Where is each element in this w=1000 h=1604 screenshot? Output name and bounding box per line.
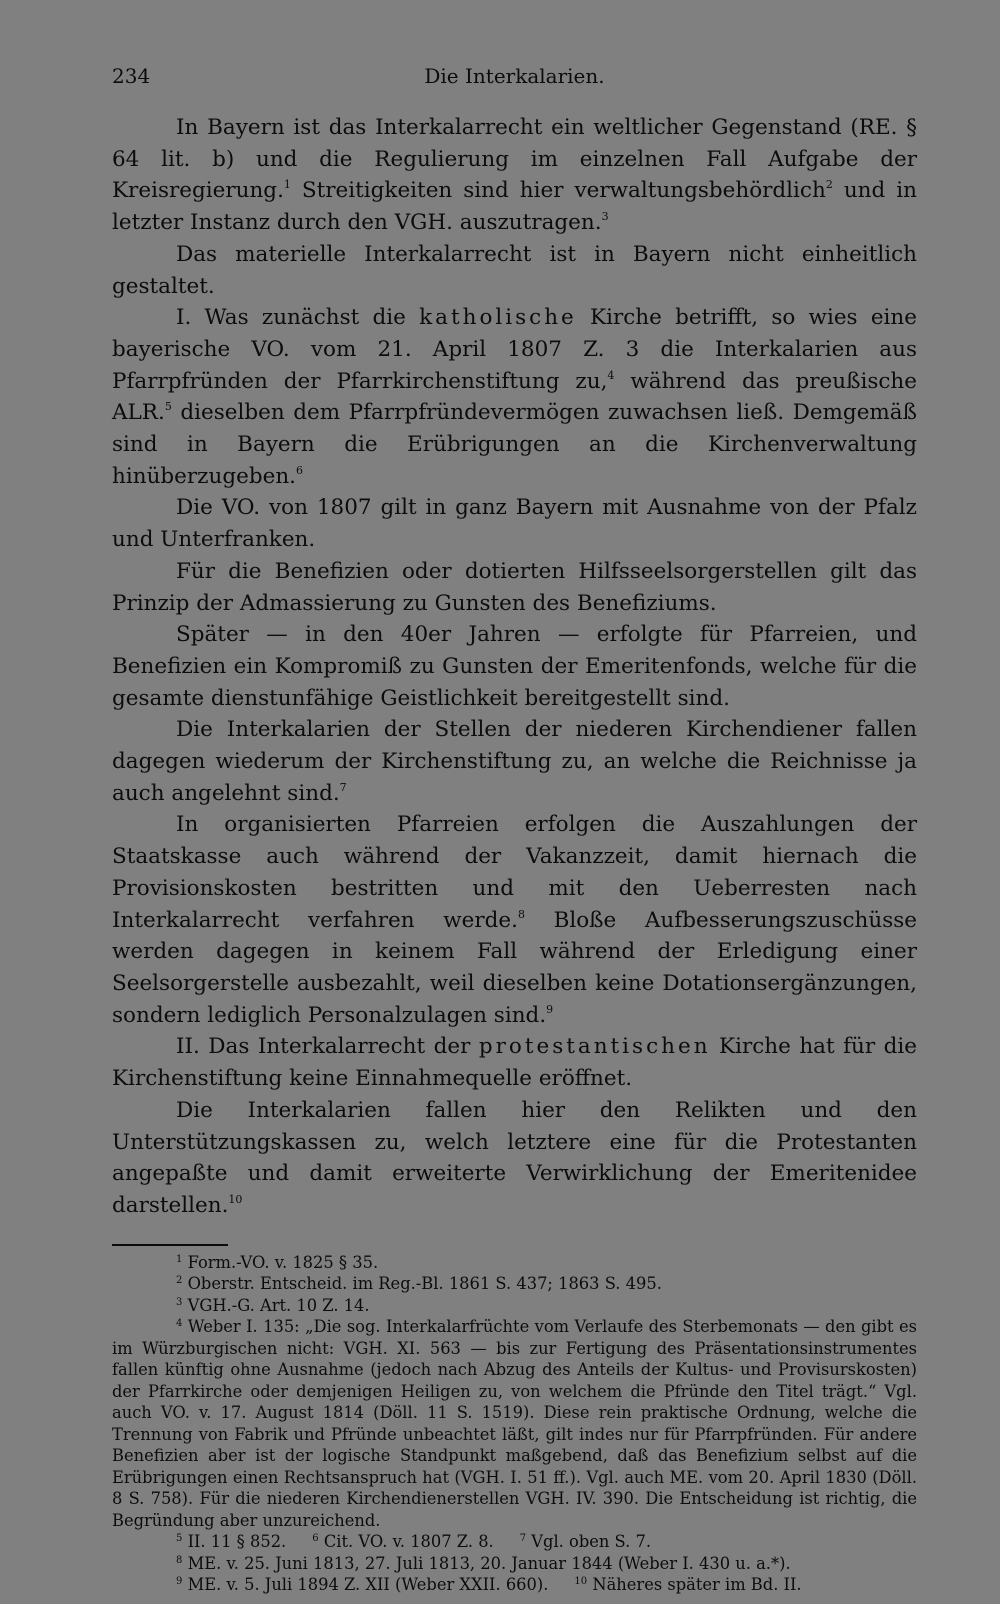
footnote-marker[interactable]: 4 — [607, 368, 615, 382]
paragraph: Die VO. von 1807 gilt in ganz Bayern mit Ausnahme von der Pfalz und Unterfranken. — [112, 495, 917, 553]
footnote-number: 5 — [176, 1533, 183, 1545]
paragraph: Das materielle Interkalarrecht ist in Bayern nicht einheitlich gestaltet. — [112, 241, 917, 299]
footnote-number: 4 — [176, 1318, 183, 1330]
footnote-number: 8 — [176, 1554, 183, 1566]
emphasis-spaced: protestantischen — [478, 1034, 711, 1060]
emphasis-spaced: katholische — [419, 305, 577, 331]
footnote-marker[interactable]: 1 — [283, 178, 291, 192]
paragraph: Für die Benefizien oder dotierten Hilfsseelsorgerstellen gilt das Prinzip der Admassierung zu Gunsten des Benefiziums. — [112, 558, 917, 616]
footnote: $^1$ Form.-VO. v. 1825 § 35. — [176, 1252, 379, 1272]
footnote: $^9$ ME. v. 5. Juli 1894 Z. XII (Weber XXII. 660). $^{10}$ Näheres später im Bd. II. — [176, 1575, 802, 1595]
paragraph: In organisierten Pfarreien erfolgen die Auszahlungen der Staatskasse auch während der Vakanzzeit, damit hiernach die Provisionskosten bestritten und mit den Ueberresten nach Interkalarrecht verfahren werde.$^8$ Bloße Aufbesserungszuschüsse werden dagegen in keinem Fall während der Erledigung einer Seelsorgerstelle ausbezahlt, weil dieselben keine Dotationsergänzungen, sondern lediglich Personalzulagen sind.$^9$ — [112, 812, 918, 1028]
footnote-number: 9 — [176, 1576, 183, 1588]
footnote-marker[interactable]: 2 — [825, 178, 833, 192]
footnote-number: 3 — [176, 1296, 183, 1308]
page-number: 234 — [112, 64, 151, 88]
footnote-number: 7 — [519, 1533, 527, 1545]
footnote: $^3$ VGH.-G. Art. 10 Z. 14. — [176, 1295, 370, 1315]
footnote: $^8$ ME. v. 25. Juni 1813, 27. Juli 1813, 20. Januar 1844 (Weber I. 430 u. a.*). — [176, 1553, 791, 1573]
footnote: $^4$ Weber I. 135: „Die sog. Interkalarfrüchte vom Verlaufe des Sterbemonats — den gibt es im Würzburgischen nicht: VGH. XI. 563 — bis zur Fertigung des Präsentationsinstrumentes fallen künftig ohne Ausnahme (jedoch nach Abzug des Anteils der Kultus- und Provisurskosten) der Pfarrkirche oder demjenigen Heiligen zu, von welchem die Pfründe den Titel trägt.“ Vgl. auch VO. v. 17. August 1814 (Döll. 11 S. 1519). Diese rein praktische Ordnung, welche die Trennung von Fabrik und Pfründe unbeachtet läßt, gilt indes nur für Pfarrpfründen. Für andere Benefizien aber ist der logische Standpunkt maßgebend, daß das Benefizium selbst auf die Erübrigungen einen Rechtsanspruch hat (VGH. I. 51 ff.). Vgl. auch ME. vom 20. April 1830 (Döll. 8 S. 758). Für die niederen Kirchendienerstellen VGH. IV. 390. Die Entscheidung ist richtig, die Begründung aber unzureichend. — [112, 1317, 917, 1530]
footnote: $^5$ II. 11 § 852. $^6$ Cit. VO. v. 1807 Z. 8. $^7$ Vgl. oben S. 7. — [176, 1532, 652, 1552]
paragraph: In Bayern ist das Interkalarrecht ein weltlicher Gegenstand (RE. § 64 lit. b) und die Regulierung im einzelnen Fall Aufgabe der Kreisregierung.$^1$ Streitigkeiten sind hier verwaltungsbehördlich$^2$ und in letzter Instanz durch den VGH. auszutragen.$^3$ — [112, 115, 917, 236]
footnote-marker[interactable]: 5 — [164, 400, 172, 414]
paragraph: I. Was zunächst die katholische Kirche betrifft, so wies eine bayerische VO. vom 21. April 1807 Z. 3 die Interkalarien aus Pfarrpfründen der Pfarrkirchenstiftung zu,$^4$ während das preußische ALR.$^5$ dieselben dem Pfarrpfründevermögen zuwachsen ließ. Demgemäß sind in Bayern die Erübrigungen an die Kirchenverwaltung hinüberzugeben.$^6$ — [112, 305, 917, 489]
footnote-marker[interactable]: 8 — [517, 907, 525, 921]
footnote-rule — [112, 1244, 228, 1246]
footnote-number: 2 — [176, 1275, 183, 1287]
footnote: $^2$ Oberstr. Entscheid. im Reg.-Bl. 1861 S. 437; 1863 S. 495. — [176, 1274, 662, 1294]
paragraph: Die Interkalarien der Stellen der niederen Kirchendiener fallen dagegen wiederum der Kirchenstiftung zu, an welche die Reichnisse ja auch angelehnt sind.$^7$ — [112, 717, 917, 806]
footnote-number: 10 — [574, 1576, 588, 1588]
footnote-marker[interactable]: 3 — [601, 210, 609, 224]
footnote-number: 6 — [312, 1533, 319, 1545]
paragraph: Die Interkalarien fallen hier den Relikten und den Unterstützungskassen zu, welch letztere eine für die Protestanten angepaßte und damit erweiterte Verwirklichung der Emeritenidee darstellen.$^{10}$ — [112, 1097, 917, 1218]
paragraph: II. Das Interkalarrecht der protestantischen Kirche hat für die Kirchenstiftung keine Einnahmequelle eröffnet. — [112, 1034, 917, 1092]
footnote-number: 1 — [176, 1253, 183, 1265]
footnotes — [112, 1252, 917, 1596]
running-title: Die Interkalarien. — [424, 64, 605, 88]
footnote-marker[interactable]: 10 — [228, 1192, 243, 1206]
footnote-marker[interactable]: 9 — [546, 1002, 554, 1016]
paragraph: Später — in den 40er Jahren — erfolgte für Pfarreien, und Benefizien ein Kompromiß zu Gunsten der Emeritenfonds, welche für die gesamte dienstunfähige Geistlichkeit bereitgestellt sind. — [112, 622, 917, 711]
footnote-marker[interactable]: 7 — [339, 780, 347, 794]
page — [112, 56, 917, 1596]
footnote-marker[interactable]: 6 — [296, 463, 304, 477]
running-header — [112, 56, 917, 96]
main-text — [112, 112, 917, 1222]
